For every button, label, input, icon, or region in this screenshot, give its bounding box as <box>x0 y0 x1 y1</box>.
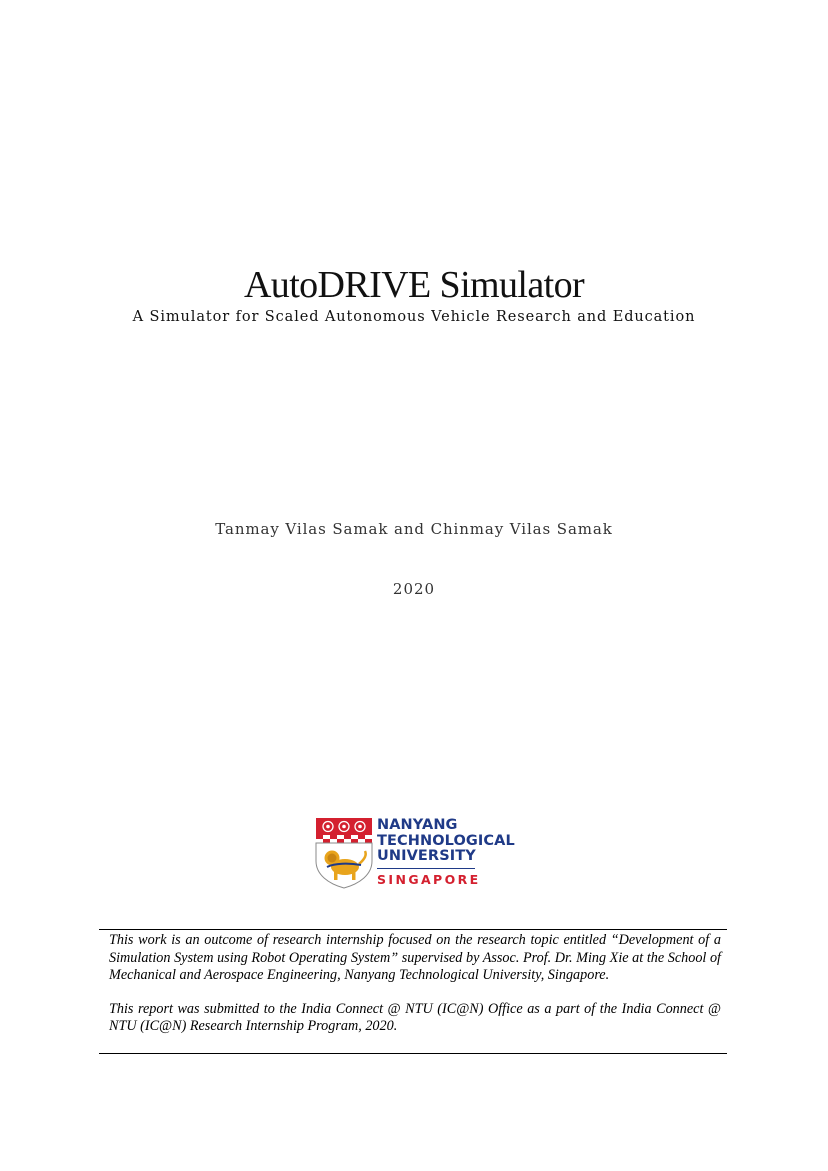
document-authors: Tanmay Vilas Samak and Chinmay Vilas Samak <box>215 520 613 538</box>
document-title: AutoDRIVE Simulator <box>243 264 585 306</box>
logo-divider <box>377 868 475 869</box>
document-subtitle: A Simulator for Scaled Autonomous Vehicle Research and Education <box>132 309 696 325</box>
ntu-logo <box>315 817 525 891</box>
logo-line-technological: TECHNOLOGICAL <box>377 832 515 849</box>
footnote-paragraph-1: This work is an outcome of research internship focused on the research topic entitled “Development of a Simulation System using Robot Operating System” supervised by Assoc. Prof. Dr. Ming Xie at the School of Mechanical and Aerospace Engineering, Nanyang Technological University, Singapore. <box>109 932 721 984</box>
footnote-paragraph-2: This report was submitted to the India Connect @ NTU (IC@N) Office as a part of the India Connect @ NTU (IC@N) Research Internship Program, 2020. <box>109 1000 721 1035</box>
logo-line-nanyang: NANYANG <box>377 817 458 833</box>
logo-line-university: UNIVERSITY <box>377 848 476 864</box>
ntu-wordmark <box>377 818 515 887</box>
logo-line-singapore: SINGAPORE <box>377 871 481 887</box>
document-year: 2020 <box>392 580 436 598</box>
footnote-box <box>99 929 727 1054</box>
ntu-crest-icon <box>315 817 373 889</box>
